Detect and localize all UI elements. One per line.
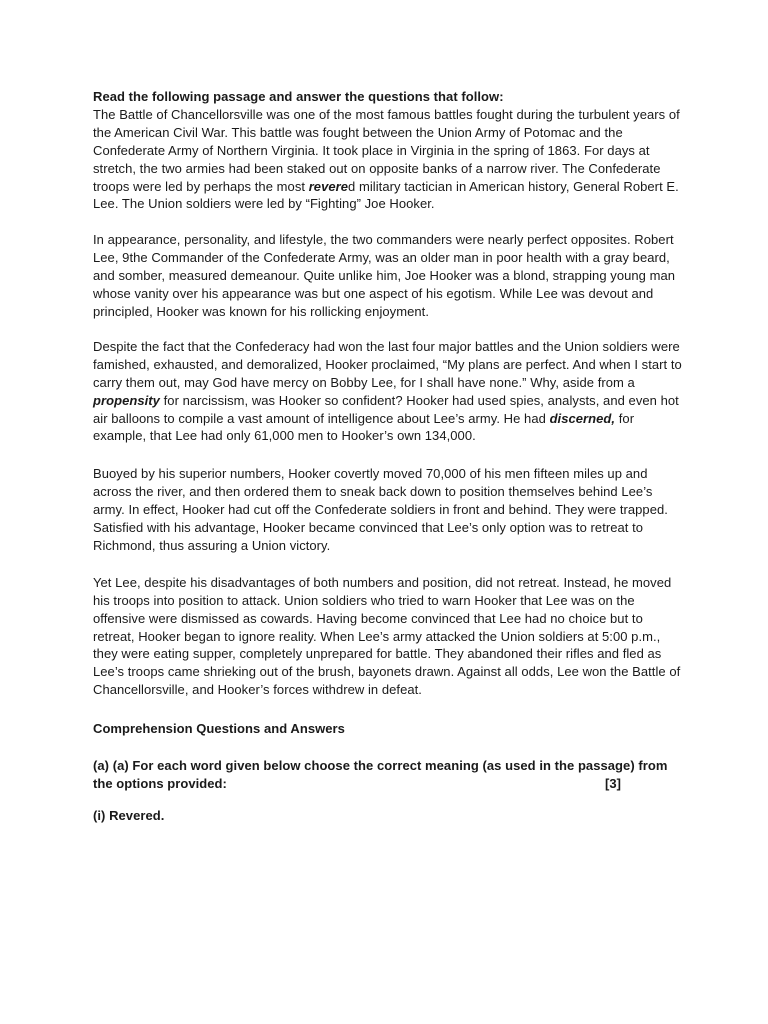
question-a <box>93 757 683 793</box>
document-page <box>93 88 683 825</box>
paragraph-1-text-start: The Battle of Chancellorsville was one of the most famous battles fought during the turbulent years of the American Civil War. This battle was fought between the Union Army of Potomac and the Confederate Army of Northern Virginia. It took place in Virginia in the spring of 1863. For days at stretch, the two armies had been staked out on opposite banks of a narrow river. The Confederate troops were led by perhaps the most <box>93 106 680 194</box>
paragraph-2: In appearance, personality, and lifestyle, the two commanders were nearly perfect opposites. Robert Lee, 9the Commander of the Confederate Army, was an older man in poor health with a gray beard, and somber, measured demeanour. Quite unlike him, Joe Hooker was a blond, strapping young man whose vanity over his appearance was but one aspect of his egotism. While Lee was devout and principled, Hooker was known for his rollicking enjoyment. <box>93 232 676 319</box>
section-title: Comprehension Questions and Answers <box>93 721 345 737</box>
question-a-text: (a) (a) For each word given below choose the correct meaning (as used in the passage) from the options provided: <box>93 758 668 791</box>
paragraph-4: Buoyed by his superior numbers, Hooker covertly moved 70,000 of his men fifteen miles up and across the river, and then ordered them to sneak back down to position themselves behind Lee’s army. In effect, Hooker had cut off the Confederate soldiers in front and behind. They were trapped. Satisfied with his advantage, Hooker became convinced that Lee’s only option was to retreat to Richmond, thus assuring a Union victory. <box>93 466 668 553</box>
paragraph-1-text-end: d military tactician in American history, General Robert E. Lee. The Union soldiers were led by “Fighting” Joe Hooker. <box>93 178 679 212</box>
paragraph-3-text-middle: for narcissism, was Hooker so confident? Hooker had used spies, analysts, and even hot air balloons to compile a vast amount of intelligence about Lee’s army. He had <box>93 392 679 426</box>
paragraph-3 <box>93 338 683 445</box>
question-a-marks: [3] <box>604 776 621 791</box>
sub-question-revered: (i) Revered. <box>93 807 165 823</box>
keyword-revered: revere <box>308 178 349 194</box>
passage-instruction: Read the following passage and answer the questions that follow: <box>93 89 504 104</box>
paragraph-3-text-end: for example, that Lee had only 61,000 men to Hooker’s own 134,000. <box>93 410 635 444</box>
keyword-propensity: propensity <box>93 392 160 408</box>
paragraph-3-text-start: Despite the fact that the Confederacy had won the last four major battles and the Union soldiers were famished, exhausted, and demoralized, Hooker proclaimed, “My plans are perfect. And when I start to carry them out, may God have mercy on Bobby Lee, for I shall have none.” Why, aside from a <box>93 338 682 390</box>
paragraph-5: Yet Lee, despite his disadvantages of both numbers and position, did not retreat. Instead, he moved his troops into position to attack. Union soldiers who tried to warn Hooker that Lee was on the offensive were dismissed as cowards. Having become convinced that Lee had no choice but to retreat, Hooker began to ignore reality. When Lee’s army attacked the Union soldiers at 5:00 p.m., they were eating supper, completely unprepared for battle. They abandoned their rifles and fled as Lee’s troops came shrieking out of the brush, bayonets drawn. Against all odds, Lee won the Battle of Chancellorsville, and Hooker’s forces withdrew in defeat. <box>93 574 681 698</box>
paragraph-1 <box>93 106 683 213</box>
keyword-discerned: discerned, <box>549 410 616 426</box>
